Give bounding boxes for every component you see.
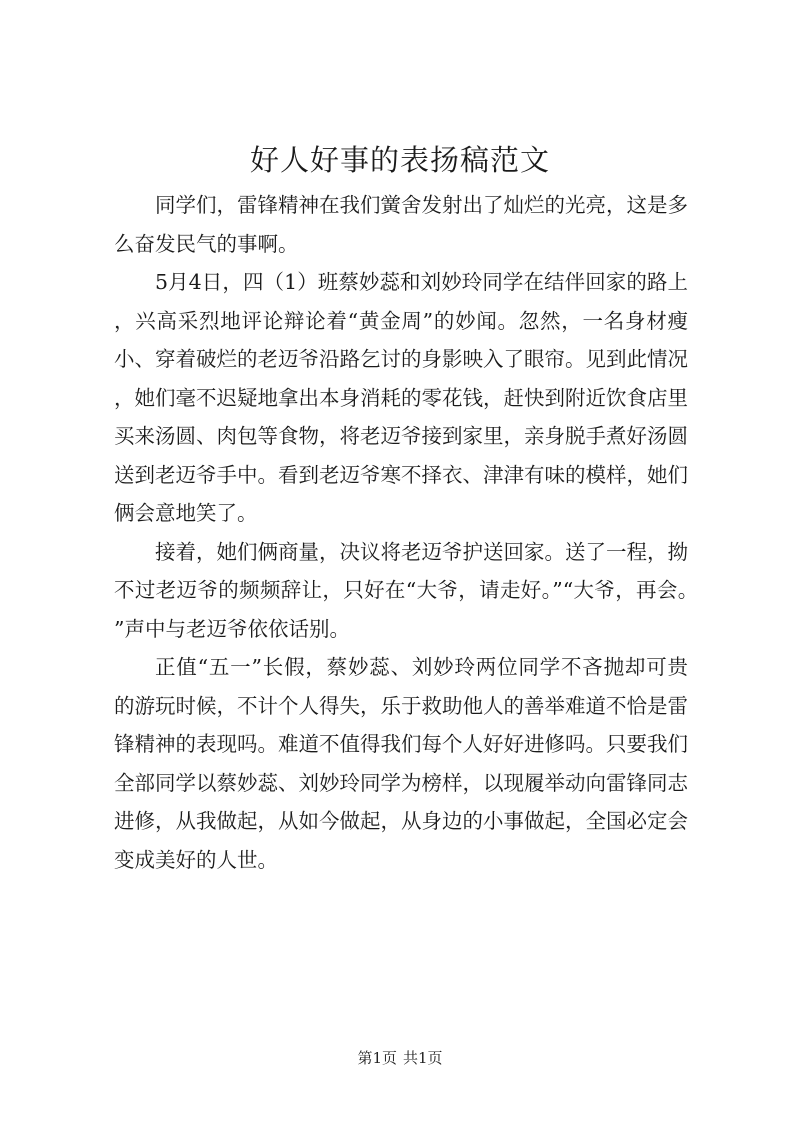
paragraph-3: 接着，她们俩商量，决议将老迈爷护送回家。送了一程，拗不过老迈爷的频频辞让，只好在“大爷，请走好。”“大爷，再会。”声中与老迈爷依依话别。 <box>114 539 688 641</box>
page-total: 共1页 <box>403 1049 443 1067</box>
document-title: 好人好事的表扬稿范文 <box>249 143 550 177</box>
document-body <box>114 186 688 879</box>
paragraph-2: 5月4日，四（1）班蔡妙蕊和刘妙玲同学在结伴回家的路上，兴高采烈地评论辩论着“黄金周”的妙闻。忽然，一名身材瘦小、穿着破烂的老迈爷沿路乞讨的身影映入了眼帘。见到此情况，她们毫不迟疑地拿出本身消耗的零花钱，赶快到附近饮食店里买来汤圆、肉包等食物，将老迈爷接到家里，亲身脱手煮好汤圆送到老迈爷手中。看到老迈爷寒不择衣、津津有味的模样，她们俩会意地笑了。 <box>114 270 688 525</box>
paragraph-4: 正值“五一”长假，蔡妙蕊、刘妙玲两位同学不吝抛却可贵的游玩时候，不计个人得失，乐于救助他人的善举难道不恰是雷锋精神的表现吗。难道不值得我们每个人好好进修吗。只要我们全部同学以蔡妙蕊、刘妙玲同学为榜样，以现履举动向雷锋同志进修，从我做起，从如今做起，从身边的小事做起，全国必定会变成美好的人世。 <box>114 655 688 872</box>
paragraph-1: 同学们，雷锋精神在我们黉舍发射出了灿烂的光亮，这是多么奋发民气的事啊。 <box>114 193 688 256</box>
page-number: 第1页 <box>357 1049 397 1067</box>
page-footer <box>0 1048 800 1068</box>
